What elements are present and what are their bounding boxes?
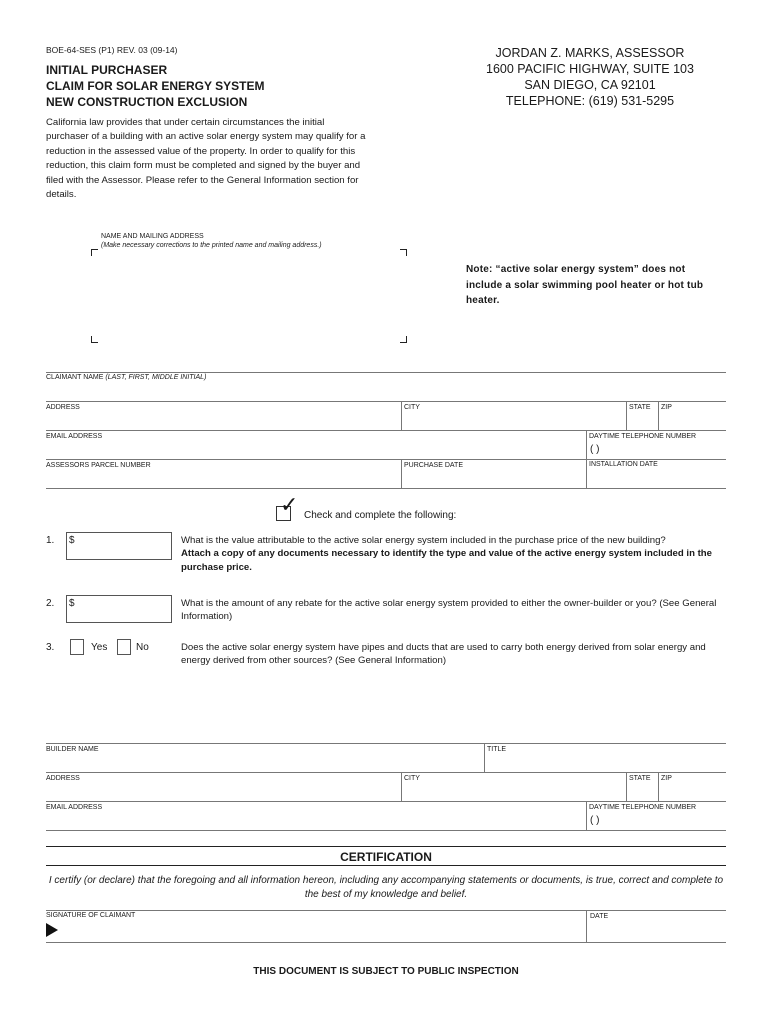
divider-builder-state bbox=[626, 772, 627, 801]
divider-title bbox=[484, 743, 485, 772]
divider-builder-zip bbox=[658, 772, 659, 801]
zip-label: ZIP bbox=[661, 404, 672, 411]
dollar-sign: $ bbox=[69, 598, 75, 609]
question-1-number: 1. bbox=[46, 535, 55, 546]
divider-builder-bottom bbox=[46, 830, 726, 831]
divider-address-top bbox=[46, 401, 726, 402]
claimant-name-label: CLAIMANT NAME bbox=[46, 374, 104, 381]
divider-signature-top bbox=[46, 910, 726, 911]
solar-note: Note: “active solar energy system” does not include a solar swimming pool heater or hot tub heater. bbox=[466, 264, 704, 306]
window-corner-top-left bbox=[91, 249, 98, 256]
title-label: TITLE bbox=[487, 746, 507, 753]
installation-date-label: INSTALLATION DATE bbox=[589, 461, 658, 468]
question-1-amount-input[interactable] bbox=[66, 532, 172, 560]
phone-area-code[interactable]: ( ) bbox=[590, 444, 600, 455]
divider-state bbox=[626, 401, 627, 430]
builder-address-label: ADDRESS bbox=[46, 775, 80, 782]
builder-phone-area-code[interactable]: ( ) bbox=[590, 815, 600, 826]
question-2-number: 2. bbox=[46, 598, 55, 609]
certification-rule-bottom bbox=[46, 865, 726, 866]
divider-claimant-top bbox=[46, 372, 726, 373]
title-line-2: CLAIM FOR SOLAR ENERGY SYSTEM bbox=[46, 79, 265, 93]
divider-email-top bbox=[46, 430, 726, 431]
name-address-label bbox=[101, 232, 322, 250]
no-label: No bbox=[136, 642, 149, 653]
yes-label: Yes bbox=[91, 642, 108, 653]
builder-state-label: STATE bbox=[629, 775, 651, 782]
city-label: CITY bbox=[404, 404, 420, 411]
divider-builder-phone bbox=[586, 801, 587, 830]
question-1-prompt: What is the value attributable to the active solar energy system included in the purchase price of the new building? bbox=[181, 535, 666, 546]
window-corner-top-right bbox=[400, 249, 407, 256]
signature-arrow-icon bbox=[46, 923, 58, 937]
check-instruction: Check and complete the following: bbox=[304, 510, 457, 521]
claimant-name-hint: (LAST, FIRST, MIDDLE INITIAL) bbox=[105, 374, 207, 381]
claimant-name-field[interactable] bbox=[46, 374, 206, 381]
phone-label: DAYTIME TELEPHONE NUMBER bbox=[589, 433, 697, 440]
question-1-text bbox=[181, 534, 726, 574]
name-address-title: NAME AND MAILING ADDRESS bbox=[101, 233, 204, 240]
state-label: STATE bbox=[629, 404, 651, 411]
assessor-city: SAN DIEGO, CA 92101 bbox=[524, 78, 656, 92]
window-corner-bottom-right bbox=[400, 336, 407, 343]
intro-paragraph: California law provides that under certain circumstances the initial purchaser of a building with an active solar energy system may qualify for a reduction in the assessed value of the property. In order to qualify for this reduction, this claim form must be completed and signed by the buyer and filed with the Assessor. Please refer to the General Information section for details. bbox=[46, 117, 366, 201]
form-id: BOE-64-SES (P1) REV. 03 (09-14) bbox=[46, 45, 178, 55]
date-label: DATE bbox=[590, 913, 609, 920]
name-address-hint: (Make necessary corrections to the printed name and mailing address.) bbox=[101, 242, 322, 249]
window-corner-bottom-left bbox=[91, 336, 98, 343]
divider-city bbox=[401, 401, 402, 430]
question-1-instruction: Attach a copy of any documents necessary to identify the type and value of the active energy system included in the purchase price. bbox=[181, 548, 712, 573]
form-title bbox=[46, 62, 264, 110]
divider-parcel-top bbox=[46, 459, 726, 460]
certification-title: CERTIFICATION bbox=[340, 850, 432, 864]
title-line-3: NEW CONSTRUCTION EXCLUSION bbox=[46, 95, 248, 109]
checkmark-icon: ✓ bbox=[280, 492, 299, 517]
divider-purchase-date bbox=[401, 459, 402, 488]
dollar-sign: $ bbox=[69, 535, 75, 546]
divider-builder-city bbox=[401, 772, 402, 801]
builder-email-label: EMAIL ADDRESS bbox=[46, 804, 103, 811]
yes-checkbox[interactable] bbox=[70, 639, 84, 655]
address-label: ADDRESS bbox=[46, 404, 80, 411]
no-checkbox[interactable] bbox=[117, 639, 131, 655]
builder-city-label: CITY bbox=[404, 775, 420, 782]
divider-date bbox=[586, 910, 587, 942]
divider-zip bbox=[658, 401, 659, 430]
parcel-label: ASSESSORS PARCEL NUMBER bbox=[46, 462, 151, 469]
builder-phone-label: DAYTIME TELEPHONE NUMBER bbox=[589, 804, 697, 811]
signature-label: SIGNATURE OF CLAIMANT bbox=[46, 912, 136, 919]
purchase-date-label: PURCHASE DATE bbox=[404, 462, 463, 469]
assessor-telephone: TELEPHONE: (619) 531-5295 bbox=[505, 94, 675, 108]
signature-field[interactable] bbox=[62, 921, 582, 941]
divider-builder-address-top bbox=[46, 772, 726, 773]
assessor-street: 1600 PACIFIC HIGHWAY, SUITE 103 bbox=[486, 62, 694, 76]
builder-zip-label: ZIP bbox=[661, 775, 672, 782]
assessor-address-block bbox=[470, 45, 710, 109]
builder-name-label: BUILDER NAME bbox=[46, 746, 99, 753]
title-line-1: INITIAL PURCHASER bbox=[46, 63, 168, 77]
divider-claimant-bottom bbox=[46, 488, 726, 489]
divider-builder-top bbox=[46, 743, 726, 744]
question-3-number: 3. bbox=[46, 642, 55, 653]
certification-rule-top bbox=[46, 846, 726, 847]
question-2-amount-input[interactable] bbox=[66, 595, 172, 623]
divider-signature-bottom bbox=[46, 942, 726, 943]
divider-builder-email-top bbox=[46, 801, 726, 802]
question-2-text: What is the amount of any rebate for the active solar energy system provided to either the owner-builder or you? (See General Information) bbox=[181, 598, 717, 623]
public-inspection-footer: THIS DOCUMENT IS SUBJECT TO PUBLIC INSPECTION bbox=[253, 966, 519, 977]
certification-text: I certify (or declare) that the foregoing and all information hereon, including any accompanying statements or documents, is true, correct and complete to the best of my knowledge and belief. bbox=[48, 875, 724, 900]
email-label: EMAIL ADDRESS bbox=[46, 433, 103, 440]
question-3-text: Does the active solar energy system have pipes and ducts that are used to carry both energy derived from solar energy and energy derived from other sources? (See General Information) bbox=[181, 642, 706, 667]
assessor-name: JORDAN Z. MARKS, ASSESSOR bbox=[495, 46, 685, 60]
